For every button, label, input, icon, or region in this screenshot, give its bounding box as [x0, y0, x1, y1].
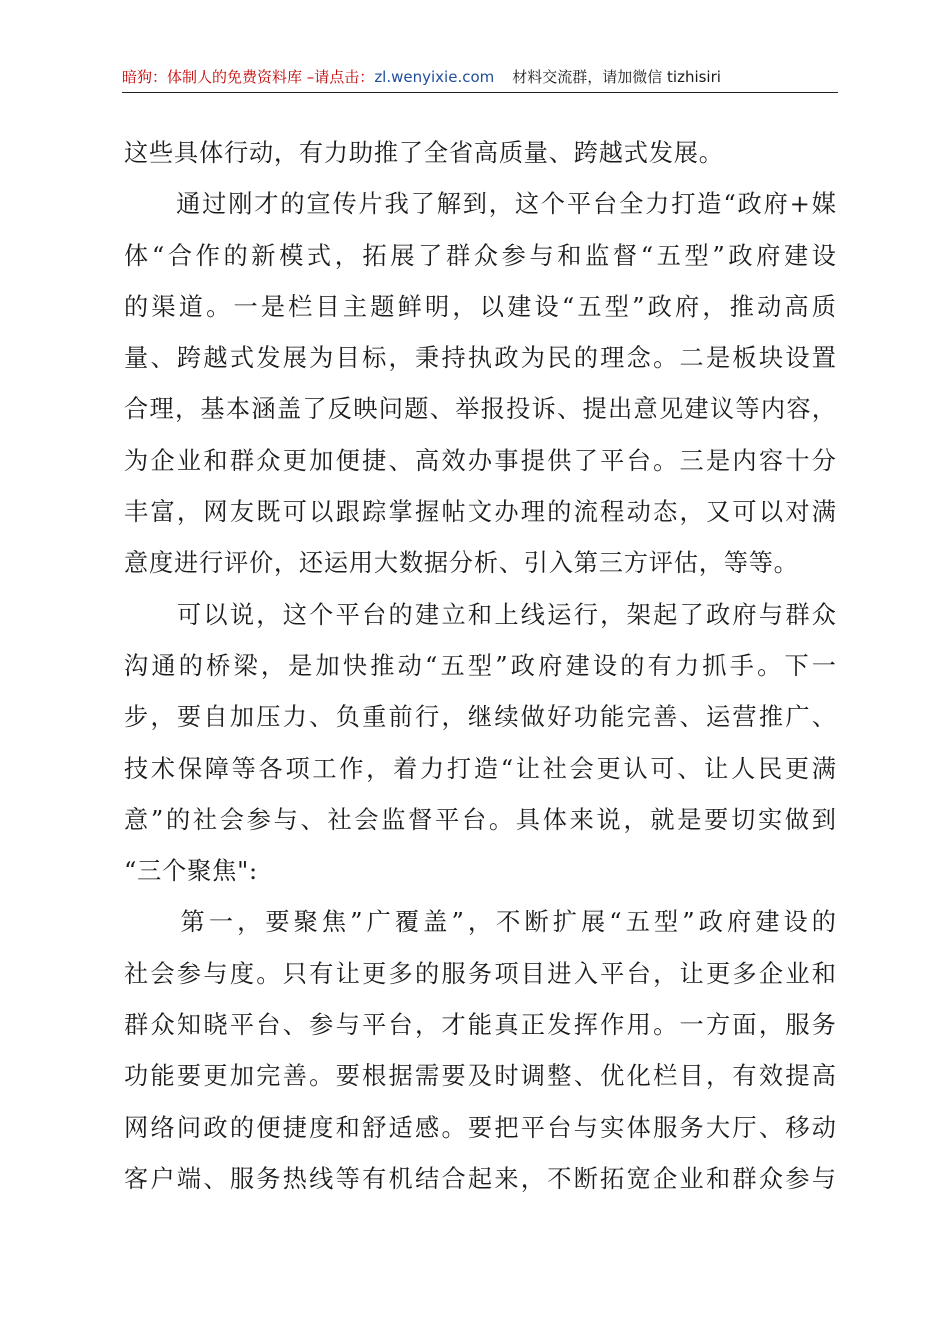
body-line: 功能要更加完善。要根据需要及时调整、优化栏目，有效提高 — [124, 1062, 836, 1091]
body-line: 丰富，网友既可以跟踪掌握帖文办理的流程动态，又可以对满 — [124, 498, 836, 527]
body-line: 步，要自加压力、负重前行，继续做好功能完善、运营推广、 — [124, 703, 836, 732]
body-line: 量、跨越式发展为目标，秉持执政为民的理念。二是板块设置 — [124, 344, 836, 373]
body-line: 通过刚才的宣传片我了解到，这个平台全力打造“政府+媒 — [124, 190, 836, 219]
body-line: 社会参与度。只有让更多的服务项目进入平台，让更多企业和 — [124, 959, 836, 988]
body-line: 意度进行评价，还运用大数据分析、引入第三方评估，等等。 — [124, 549, 799, 578]
header-click-label: 请点击： — [314, 68, 375, 86]
header-group-text: 材料交流群，请加微信 tizhisiri — [512, 68, 721, 86]
document-body — [124, 128, 836, 1205]
body-line: 这些具体行动，有力助推了全省高质量、跨越式发展。 — [124, 139, 724, 167]
body-line: 第一，要聚焦”广覆盖”，不断扩展“五型”政府建设的 — [124, 908, 836, 937]
body-line: 意”的社会参与、社会监督平台。具体来说，就是要切实做到 — [124, 805, 836, 834]
body-line: 体“合作的新模式，拓展了群众参与和监督“五型”政府建设 — [124, 241, 836, 270]
body-line: 为企业和群众更加便捷、高效办事提供了平台。三是内容十分 — [124, 446, 836, 475]
header-separator: – — [302, 68, 315, 86]
header-brand: 暗狗：体制人的免费资料库 — [122, 68, 303, 86]
body-line: 网络问政的便捷度和舒适感。要把平台与实体服务大厅、移动 — [124, 1113, 836, 1142]
header-url-link[interactable]: zl.wenyixie.com — [374, 68, 495, 86]
page-header — [122, 66, 838, 92]
header-divider — [122, 92, 838, 93]
body-line: 技术保障等各项工作，着力打造“让社会更认可、让人民更满 — [124, 754, 836, 783]
body-line: 沟通的桥梁，是加快推动“五型”政府建设的有力抓手。下一 — [124, 651, 836, 680]
body-line: “三个聚焦": — [124, 857, 258, 886]
body-line: 可以说，这个平台的建立和上线运行，架起了政府与群众 — [124, 600, 836, 629]
body-line: 客户端、服务热线等有机结合起来，不断拓宽企业和群众参与 — [124, 1164, 836, 1193]
body-line: 的渠道。一是栏目主题鲜明，以建设“五型”政府，推动高质 — [124, 292, 836, 321]
body-line: 合理，基本涵盖了反映问题、举报投诉、提出意见建议等内容， — [124, 395, 836, 424]
body-line: 群众知晓平台、参与平台，才能真正发挥作用。一方面，服务 — [124, 1011, 836, 1040]
